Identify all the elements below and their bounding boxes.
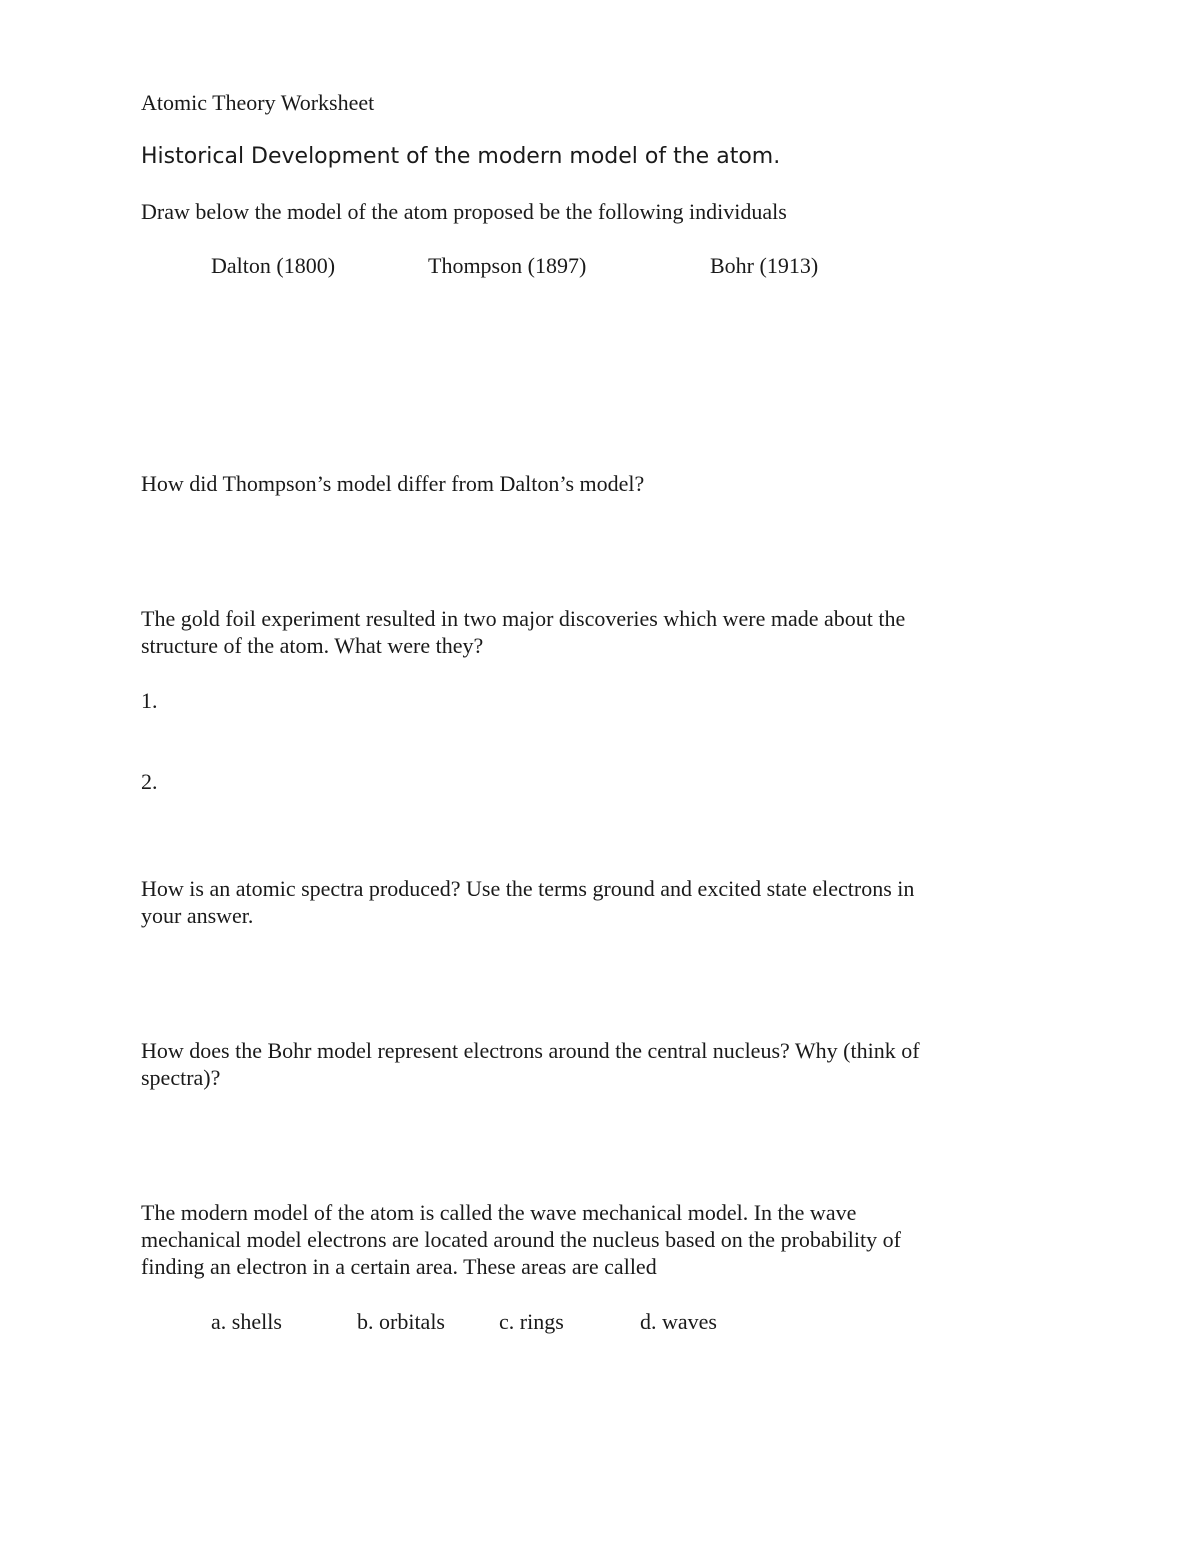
choice-d: d. waves xyxy=(640,1309,717,1334)
scientist-dalton: Dalton (1800) xyxy=(211,253,336,278)
worksheet-title: Atomic Theory Worksheet xyxy=(141,90,375,115)
scientist-bohr: Bohr (1913) xyxy=(710,253,819,278)
question-modern-model xyxy=(141,1199,1011,1280)
question-gold-foil-line: structure of the atom. What were they? xyxy=(141,633,484,658)
question-bohr-line: How does the Bohr model represent electrons around the central nucleus? Why (think of xyxy=(141,1038,920,1063)
choice-c: c. rings xyxy=(499,1309,564,1334)
question-gold-foil-line: The gold foil experiment resulted in two major discoveries which were made about the xyxy=(141,606,906,631)
choice-a: a. shells xyxy=(211,1309,282,1334)
question-spectra-line: your answer. xyxy=(141,903,254,928)
question-modern-line: The modern model of the atom is called the wave mechanical model. In the wave xyxy=(141,1200,857,1225)
scientist-thompson: Thompson (1897) xyxy=(428,253,587,278)
question-thompson-vs-dalton: How did Thompson’s model differ from Dalton’s model? xyxy=(141,471,645,496)
question-bohr-model xyxy=(141,1037,1011,1091)
answer-label-2: 2. xyxy=(141,769,158,794)
question-spectra xyxy=(141,875,1011,929)
question-modern-line: mechanical model electrons are located around the nucleus based on the probability of xyxy=(141,1227,901,1252)
question-gold-foil xyxy=(141,605,1011,659)
draw-instruction: Draw below the model of the atom proposed be the following individuals xyxy=(141,199,787,224)
question-spectra-line: How is an atomic spectra produced? Use the terms ground and excited state electrons in xyxy=(141,876,915,901)
page-heading: Historical Development of the modern model of the atom. xyxy=(141,144,781,169)
question-bohr-line: spectra)? xyxy=(141,1065,221,1090)
answer-label-1: 1. xyxy=(141,688,158,713)
choice-b: b. orbitals xyxy=(357,1309,445,1334)
question-modern-line: finding an electron in a certain area. These areas are called xyxy=(141,1254,657,1279)
